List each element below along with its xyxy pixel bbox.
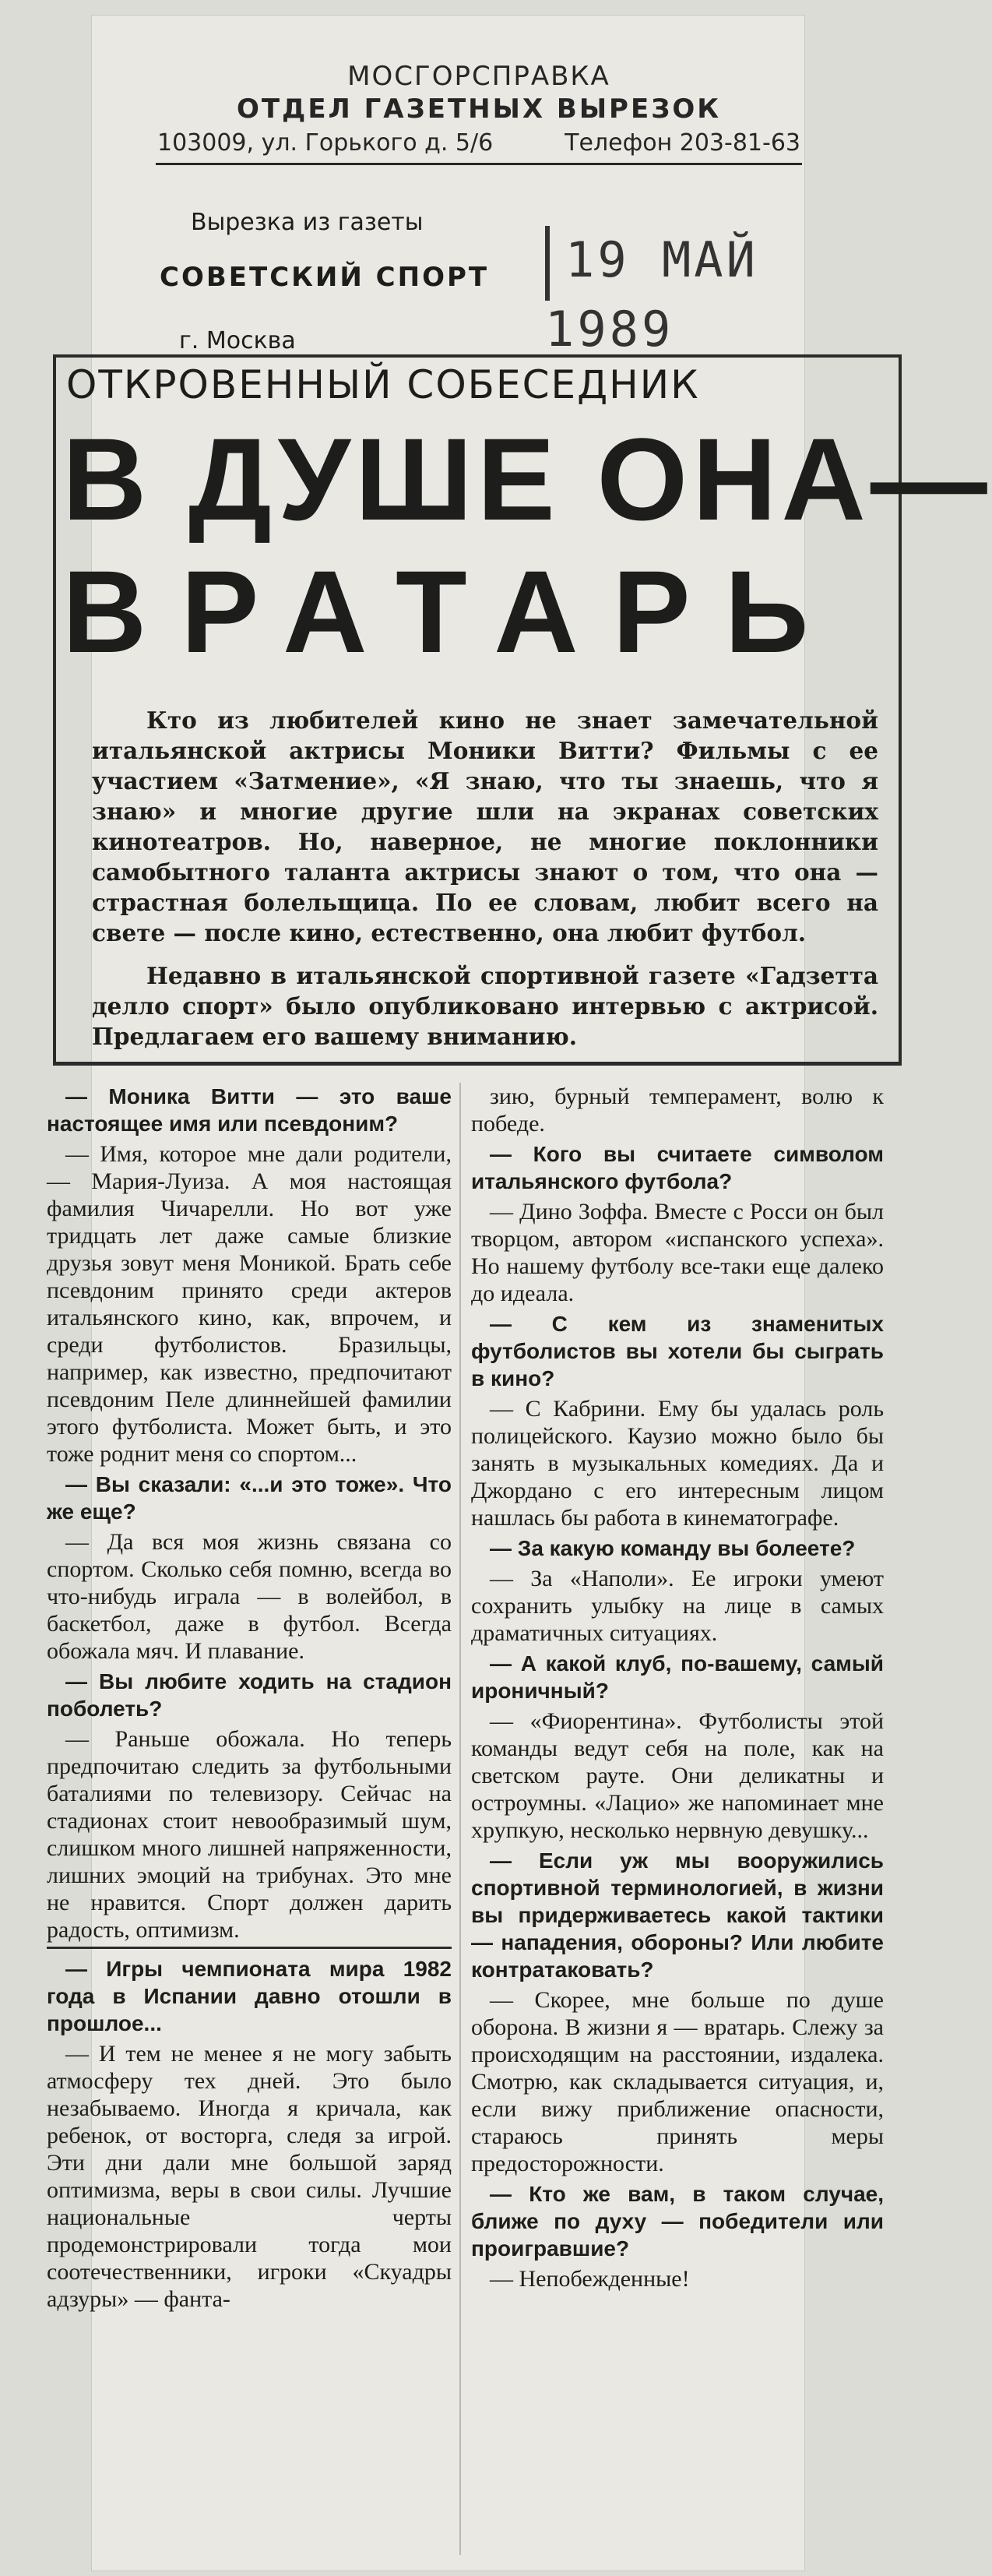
question-paragraph: — А какой клуб, по-вашему, самый ироничный? <box>471 1651 884 1703</box>
answer-paragraph: — Дино Зоффа. Вместе с Росси он был творцом, автором «испанского успеха». Но нашему футболу все-таки еще далеко до идеала. <box>471 1199 884 1306</box>
question-paragraph: — Если уж мы вооружились спортивной терминологией, в жизни вы придерживаетесь какой тактики — нападения, обороны? Или любите контратаковать? <box>471 1848 884 1982</box>
answer-paragraph: — С Кабрини. Ему бы удалась роль полицейского. Каузио можно было бы занять в музыкальных комедиях. Да и Джордано с его интересным лицом нашлась бы работа в кинематографе. <box>471 1396 884 1531</box>
newspaper-name: СОВЕТСКИЙ СПОРТ <box>160 262 490 293</box>
interview-column-right <box>471 1083 884 2296</box>
question-paragraph: — За какую команду вы болеете? <box>490 1536 856 1560</box>
clipping-label: Вырезка из газеты <box>191 209 424 236</box>
question-paragraph: — Вы сказали: «...и это тоже». Что же еще? <box>47 1472 452 1524</box>
agency-name: МОСГОРСПРАВКА <box>347 61 610 92</box>
answer-paragraph: — За «Наполи». Ее игроки умеют сохранить улыбку на лице в самых драматичных ситуациях. <box>471 1566 884 1646</box>
answer-paragraph: — И тем не менее я не могу забыть атмосферу тех дней. Это было незабываемо. Иногда я кричала, как ребенок, от восторга, следя за игрой. Эти дни дали мне большой заряд оптимизма, веры в свои силы. Лучшие национальные черты продемонстрировали тогда мои соотечественники, игроки «Скуадры адзуры» — фанта- <box>47 2041 452 2312</box>
headline-line-1: В ДУШЕ ОНА— <box>62 414 992 544</box>
department-name: ОТДЕЛ ГАЗЕТНЫХ ВЫРЕЗОК <box>236 93 722 125</box>
answer-paragraph: — Имя, которое мне дали родители, — Мария-Луиза. А моя настоящая фамилия Чичарелли. Но вот уже тридцать лет даже самые близкие друзья зовут меня Моникой. Брать себе псевдоним принято среди актеров итальянского кино, как, впрочем, и среди футболистов. Бразильцы, например, как известно, предпочитают псевдоним Пеле длиннейшей фамилии этого футболиста. Может быть, и это тоже роднит меня со спортом... <box>47 1141 452 1467</box>
question-paragraph: — Кого вы считаете символом итальянского футбола? <box>471 1142 884 1193</box>
agency-contacts <box>140 129 818 157</box>
column-divider <box>459 1083 461 2555</box>
date-stamp-bar <box>545 226 550 301</box>
city-label: г. Москва <box>179 327 296 354</box>
answer-paragraph: зию, бурный темперамент, волю к победе. <box>471 1084 884 1136</box>
date-stamp <box>545 226 898 358</box>
date-stamp-text: 19 МАЙ 1989 <box>545 231 758 358</box>
lead-paragraph-1: Кто из любителей кино не знает замечательной итальянской актрисы Моники Витти? Фильмы с ее участием «Затмение», «Я знаю, что ты знаешь, что я знаю» и многие другие шли на экранах советских кинотеатров. Но, наверное, не многие поклонники самобытного таланта актрисы знают о том, что она — страстная болельщица. По ее словам, любит всего на свете — после кино, естественно, она любит футбол. <box>92 707 878 946</box>
question-paragraph: — Кто же вам, в таком случае, ближе по духу — победители или проигравшие? <box>471 2182 884 2261</box>
rubric: ОТКРОВЕННЫЙ СОБЕСЕДНИК <box>66 362 700 407</box>
answer-paragraph: — «Фиорентина». Футболисты этой команды ведут себя на поле, как на светском рауте. Они деликатны и остроумны. «Лацио» же напоминает мне хрупкую, несколько нервную девушку... <box>471 1708 884 1843</box>
headline <box>62 414 992 682</box>
question-paragraph: — Вы любите ходить на стадион поболеть? <box>47 1669 452 1721</box>
answer-paragraph: — Скорее, мне больше по душе оборона. В жизни я — вратарь. Слежу за происходящим на расстоянии, издалека. Смотрю, как складывается ситуация, и, если вижу приближение опасности, стараюсь принять меры предосторожности. <box>471 1987 884 2176</box>
question-paragraph: — Моника Витти — это ваше настоящее имя или псевдоним? <box>47 1084 452 1136</box>
answer-paragraph: — Непобежденные! <box>490 2266 690 2292</box>
question-paragraph: — С кем из знаменитых футболистов вы хотели бы сыграть в кино? <box>471 1312 884 1390</box>
answer-paragraph: — Раньше обожала. Но теперь предпочитаю следить за футбольными баталиями по телевизору. Сейчас на стадионах стоит невообразимый шум, слишком много лишней напряженности, лишних эмоций на трибунах. Это мне не нравится. Спорт должен дарить радость, оптимизм. <box>47 1726 452 1943</box>
lead-paragraph-2: Недавно в итальянской спортивной газете «Гадзетта делло спорт» было опубликовано интервью с актрисой. Предлагаем его вашему вниманию. <box>92 962 878 1050</box>
agency-phone: Телефон 203-81-63 <box>565 129 800 157</box>
lead-text <box>92 705 878 1064</box>
answer-paragraph: — Да вся моя жизнь связана со спортом. Сколько себя помню, всегда во что-нибудь играла — в волейбол, в баскетбол, даже в футбол. Всегда обожала мяч. И плавание. <box>47 1529 452 1664</box>
agency-stamp <box>140 61 818 165</box>
interview-column-left <box>47 1083 452 2316</box>
stamp-rule <box>156 163 802 165</box>
headline-line-2: ВРАТАРЬ <box>62 546 843 677</box>
agency-address: 103009, ул. Горького д. 5/6 <box>157 129 494 157</box>
question-paragraph: — Игры чемпионата мира 1982 года в Испании давно отошли в прошлое... <box>47 1947 452 2037</box>
